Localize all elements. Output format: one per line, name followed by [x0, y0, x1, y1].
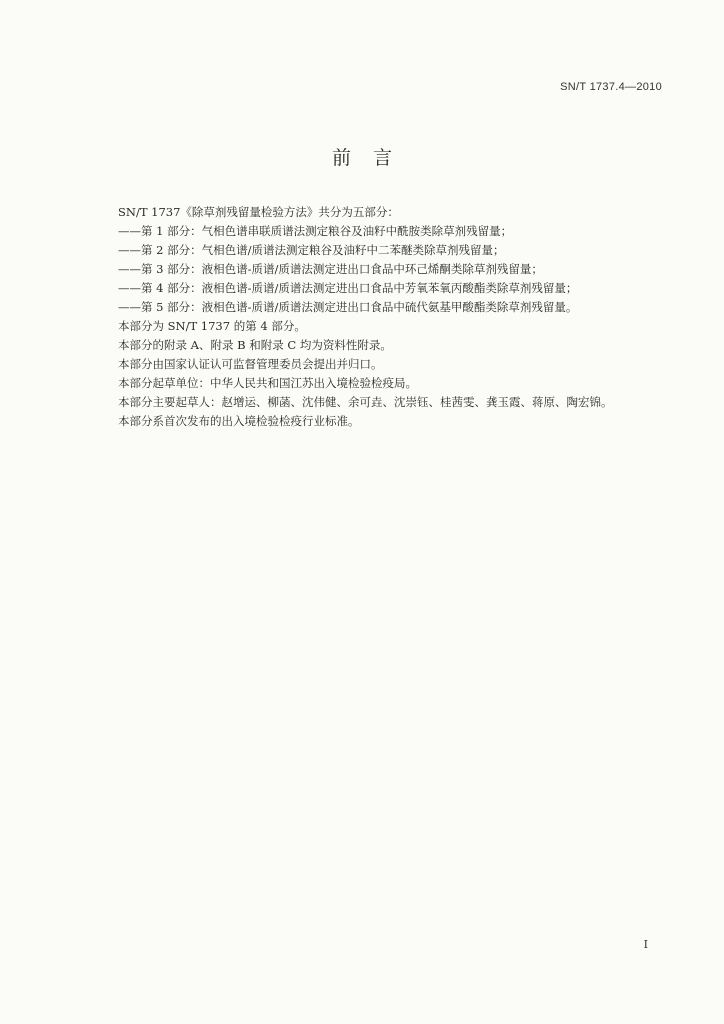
- document-code: SN/T 1737.4—2010: [560, 81, 662, 93]
- list-item-part-4: ——第 4 部分：液相色谱-质谱/质谱法测定进出口食品中芳氧苯氧丙酸酯类除草剂残留量；: [118, 281, 578, 295]
- paragraph-appendix-note: 本部分的附录 A、附录 B 和附录 C 均为资料性附录。: [118, 338, 392, 352]
- list-item-part-2: ——第 2 部分：气相色谱/质谱法测定粮谷及油籽中二苯醚类除草剂残留量；: [118, 243, 505, 257]
- paragraph-part-statement: 本部分为 SN/T 1737 的第 4 部分。: [118, 319, 306, 333]
- paragraph-first-release: 本部分系首次发布的出入境检验检疫行业标准。: [118, 414, 360, 428]
- paragraph-drafters: 本部分主要起草人：赵增运、柳菡、沈伟健、余可垚、沈崇钰、桂茜雯、龚玉霞、蒋原、陶宏锦。: [118, 395, 613, 409]
- list-item-part-3: ——第 3 部分：液相色谱-质谱/质谱法测定进出口食品中环己烯酮类除草剂残留量；: [118, 262, 543, 276]
- foreword-body: [118, 203, 638, 431]
- page-title: 前言: [331, 147, 414, 169]
- list-item-part-5: ——第 5 部分：液相色谱-质谱/质谱法测定进出口食品中硫代氨基甲酸酯类除草剂残留量。: [118, 300, 578, 314]
- paragraph-intro: SN/T 1737《除草剂残留量检验方法》共分为五部分：: [118, 205, 399, 219]
- page-number: I: [643, 938, 648, 951]
- paragraph-proposer: 本部分由国家认证认可监督管理委员会提出并归口。: [118, 357, 383, 371]
- list-item-part-1: ——第 1 部分：气相色谱串联质谱法测定粮谷及油籽中酰胺类除草剂残留量；: [118, 224, 513, 238]
- paragraph-drafting-unit: 本部分起草单位：中华人民共和国江苏出入境检验检疫局。: [118, 376, 417, 390]
